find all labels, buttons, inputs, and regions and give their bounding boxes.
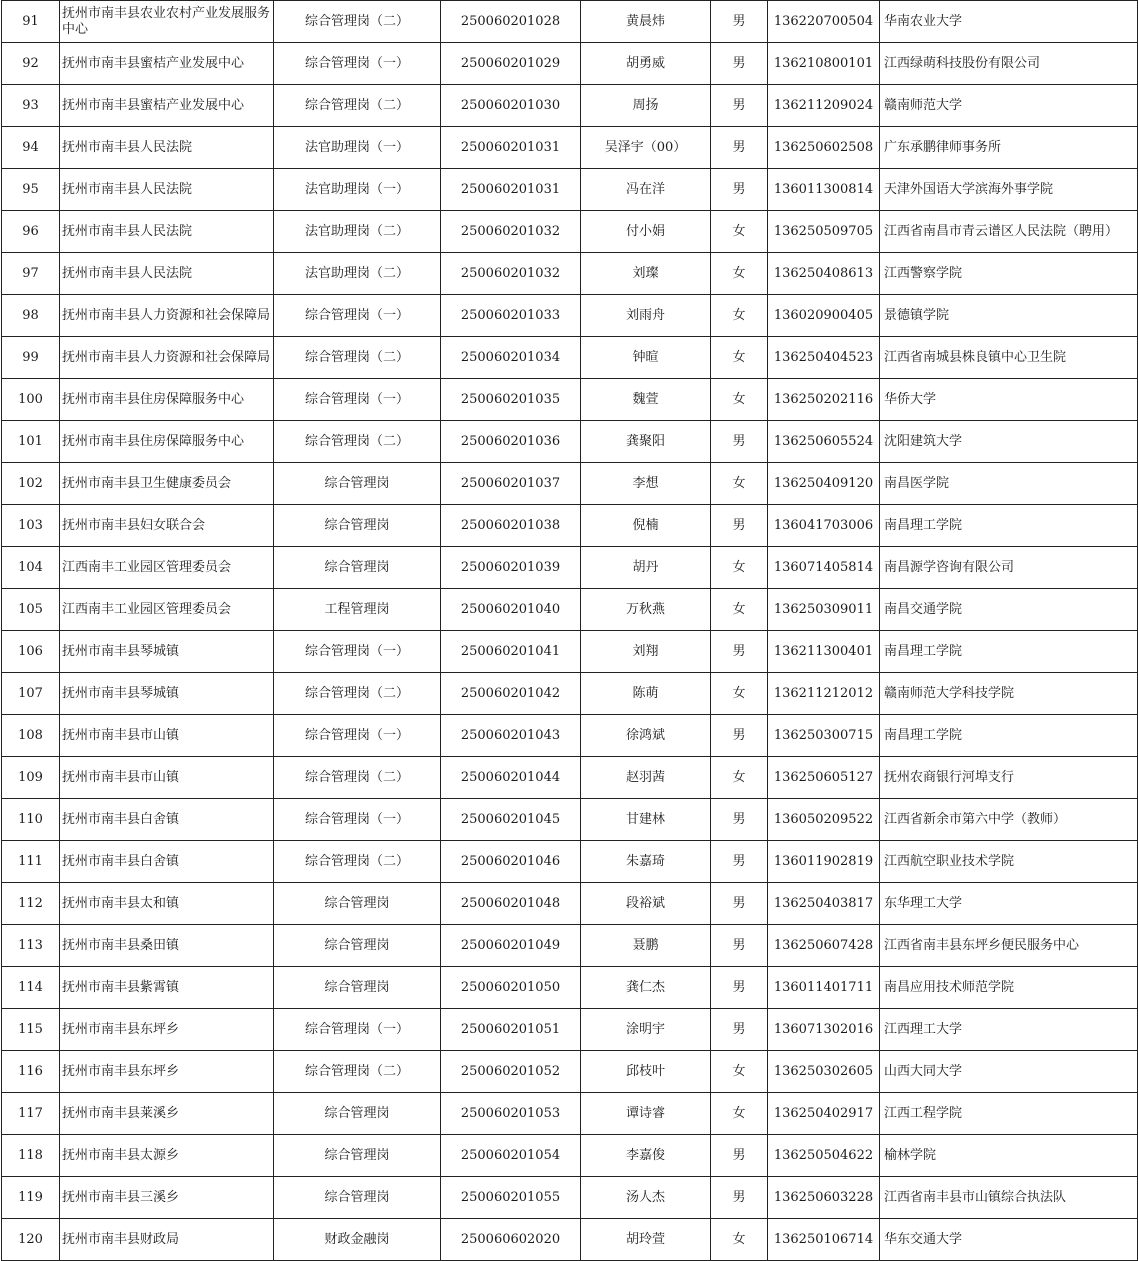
position-code-cell: 250060201028 (441, 1, 581, 43)
table-row (2, 673, 1138, 715)
position-code-cell: 250060201043 (441, 715, 581, 757)
table-row (2, 967, 1138, 1009)
workplace-or-school-cell: 南昌理工学院 (880, 505, 1138, 547)
gender-cell: 男 (711, 505, 768, 547)
gender-cell: 女 (711, 757, 768, 799)
position-name-cell: 综合管理岗 (274, 1135, 441, 1177)
candidate-name-cell: 汤人杰 (581, 1177, 711, 1219)
admission-ticket-number-cell: 136250403817 (768, 883, 880, 925)
position-name-cell: 综合管理岗 (274, 883, 441, 925)
position-code-cell: 250060201040 (441, 589, 581, 631)
row-number-cell: 93 (2, 85, 60, 127)
admission-ticket-number-cell: 136250404523 (768, 337, 880, 379)
position-code-cell: 250060201050 (441, 967, 581, 1009)
position-name-cell: 综合管理岗（二） (274, 85, 441, 127)
gender-cell: 女 (711, 547, 768, 589)
employer-name-cell: 抚州市南丰县三溪乡 (60, 1177, 274, 1219)
candidate-name-cell: 刘雨舟 (581, 295, 711, 337)
table-row (2, 883, 1138, 925)
workplace-or-school-cell: 景德镇学院 (880, 295, 1138, 337)
candidate-name-cell: 徐鸿斌 (581, 715, 711, 757)
row-number-cell: 108 (2, 715, 60, 757)
candidate-name-cell: 倪楠 (581, 505, 711, 547)
gender-cell: 男 (711, 1009, 768, 1051)
position-name-cell: 综合管理岗（一） (274, 799, 441, 841)
table-row (2, 1093, 1138, 1135)
table-row (2, 841, 1138, 883)
table-row (2, 799, 1138, 841)
position-code-cell: 250060201038 (441, 505, 581, 547)
employer-name-cell: 抚州市南丰县市山镇 (60, 715, 274, 757)
position-name-cell: 综合管理岗（二） (274, 757, 441, 799)
employer-name-cell: 抚州市南丰县琴城镇 (60, 631, 274, 673)
position-code-cell: 250060201049 (441, 925, 581, 967)
admission-ticket-number-cell: 136011300814 (768, 169, 880, 211)
position-name-cell: 综合管理岗 (274, 547, 441, 589)
position-name-cell: 法官助理岗（二） (274, 253, 441, 295)
employer-name-cell: 抚州市南丰县白舍镇 (60, 841, 274, 883)
workplace-or-school-cell: 华东交通大学 (880, 1219, 1138, 1261)
row-number-cell: 115 (2, 1009, 60, 1051)
candidate-name-cell: 赵羽茜 (581, 757, 711, 799)
position-code-cell: 250060201032 (441, 211, 581, 253)
workplace-or-school-cell: 江西省南城县株良镇中心卫生院 (880, 337, 1138, 379)
table-row (2, 631, 1138, 673)
admission-ticket-number-cell: 136250605127 (768, 757, 880, 799)
admission-ticket-number-cell: 136250402917 (768, 1093, 880, 1135)
position-name-cell: 综合管理岗（一） (274, 43, 441, 85)
position-code-cell: 250060201036 (441, 421, 581, 463)
row-number-cell: 101 (2, 421, 60, 463)
workplace-or-school-cell: 天津外国语大学滨海外事学院 (880, 169, 1138, 211)
gender-cell: 男 (711, 421, 768, 463)
position-code-cell: 250060201033 (441, 295, 581, 337)
workplace-or-school-cell: 江西省南昌市青云谱区人民法院（聘用） (880, 211, 1138, 253)
position-name-cell: 综合管理岗 (274, 463, 441, 505)
candidate-name-cell: 邱枝叶 (581, 1051, 711, 1093)
row-number-cell: 117 (2, 1093, 60, 1135)
position-code-cell: 250060201031 (441, 169, 581, 211)
position-code-cell: 250060201044 (441, 757, 581, 799)
table-row (2, 337, 1138, 379)
workplace-or-school-cell: 江西警察学院 (880, 253, 1138, 295)
workplace-or-school-cell: 赣南师范大学科技学院 (880, 673, 1138, 715)
workplace-or-school-cell: 江西省南丰县市山镇综合执法队 (880, 1177, 1138, 1219)
employer-name-cell: 抚州市南丰县住房保障服务中心 (60, 421, 274, 463)
workplace-or-school-cell: 抚州农商银行河埠支行 (880, 757, 1138, 799)
gender-cell: 女 (711, 1051, 768, 1093)
workplace-or-school-cell: 南昌源学咨询有限公司 (880, 547, 1138, 589)
table-row (2, 1135, 1138, 1177)
table-row (2, 589, 1138, 631)
row-number-cell: 112 (2, 883, 60, 925)
position-name-cell: 工程管理岗 (274, 589, 441, 631)
gender-cell: 男 (711, 799, 768, 841)
position-name-cell: 综合管理岗（二） (274, 421, 441, 463)
row-number-cell: 98 (2, 295, 60, 337)
row-number-cell: 99 (2, 337, 60, 379)
position-code-cell: 250060201031 (441, 127, 581, 169)
position-name-cell: 综合管理岗 (274, 925, 441, 967)
candidate-name-cell: 甘建林 (581, 799, 711, 841)
employer-name-cell: 抚州市南丰县琴城镇 (60, 673, 274, 715)
employer-name-cell: 抚州市南丰县东坪乡 (60, 1009, 274, 1051)
row-number-cell: 106 (2, 631, 60, 673)
admission-ticket-number-cell: 136050209522 (768, 799, 880, 841)
gender-cell: 女 (711, 211, 768, 253)
candidate-name-cell: 魏萱 (581, 379, 711, 421)
gender-cell: 男 (711, 43, 768, 85)
table-row (2, 1219, 1138, 1261)
candidate-name-cell: 周扬 (581, 85, 711, 127)
position-code-cell: 250060201054 (441, 1135, 581, 1177)
admission-ticket-number-cell: 136250408613 (768, 253, 880, 295)
admission-ticket-number-cell: 136250509705 (768, 211, 880, 253)
position-code-cell: 250060201055 (441, 1177, 581, 1219)
admission-ticket-number-cell: 136250607428 (768, 925, 880, 967)
candidate-name-cell: 钟暄 (581, 337, 711, 379)
gender-cell: 男 (711, 127, 768, 169)
gender-cell: 男 (711, 169, 768, 211)
candidate-name-cell: 段裕斌 (581, 883, 711, 925)
position-name-cell: 综合管理岗 (274, 505, 441, 547)
employer-name-cell: 抚州市南丰县人民法院 (60, 211, 274, 253)
position-name-cell: 综合管理岗（一） (274, 295, 441, 337)
employer-name-cell: 抚州市南丰县财政局 (60, 1219, 274, 1261)
roster-table (1, 0, 1138, 1261)
workplace-or-school-cell: 江西航空职业技术学院 (880, 841, 1138, 883)
admission-ticket-number-cell: 136250309011 (768, 589, 880, 631)
workplace-or-school-cell: 南昌应用技术师范学院 (880, 967, 1138, 1009)
gender-cell: 女 (711, 337, 768, 379)
admission-ticket-number-cell: 136211300401 (768, 631, 880, 673)
row-number-cell: 103 (2, 505, 60, 547)
employer-name-cell: 抚州市南丰县人力资源和社会保障局 (60, 295, 274, 337)
row-number-cell: 102 (2, 463, 60, 505)
position-name-cell: 综合管理岗 (274, 967, 441, 1009)
table-row (2, 1051, 1138, 1093)
table-row (2, 505, 1138, 547)
workplace-or-school-cell: 江西省南丰县东坪乡便民服务中心 (880, 925, 1138, 967)
position-code-cell: 250060201035 (441, 379, 581, 421)
row-number-cell: 119 (2, 1177, 60, 1219)
workplace-or-school-cell: 山西大同大学 (880, 1051, 1138, 1093)
admission-ticket-number-cell: 136211212012 (768, 673, 880, 715)
workplace-or-school-cell: 江西工程学院 (880, 1093, 1138, 1135)
position-code-cell: 250060201053 (441, 1093, 581, 1135)
admission-ticket-number-cell: 136250300715 (768, 715, 880, 757)
workplace-or-school-cell: 沈阳建筑大学 (880, 421, 1138, 463)
row-number-cell: 113 (2, 925, 60, 967)
table-row (2, 379, 1138, 421)
position-name-cell: 综合管理岗（二） (274, 673, 441, 715)
employer-name-cell: 抚州市南丰县东坪乡 (60, 1051, 274, 1093)
row-number-cell: 107 (2, 673, 60, 715)
employer-name-cell: 抚州市南丰县蜜桔产业发展中心 (60, 85, 274, 127)
admission-ticket-number-cell: 136210800101 (768, 43, 880, 85)
position-code-cell: 250060201042 (441, 673, 581, 715)
workplace-or-school-cell: 江西省新余市第六中学（教师） (880, 799, 1138, 841)
workplace-or-school-cell: 华侨大学 (880, 379, 1138, 421)
candidate-name-cell: 万秋燕 (581, 589, 711, 631)
position-name-cell: 法官助理岗（一） (274, 127, 441, 169)
employer-name-cell: 抚州市南丰县住房保障服务中心 (60, 379, 274, 421)
admission-ticket-number-cell: 136041703006 (768, 505, 880, 547)
candidate-name-cell: 聂鹏 (581, 925, 711, 967)
gender-cell: 男 (711, 1135, 768, 1177)
employer-name-cell: 抚州市南丰县太和镇 (60, 883, 274, 925)
gender-cell: 女 (711, 253, 768, 295)
workplace-or-school-cell: 赣南师范大学 (880, 85, 1138, 127)
admission-ticket-number-cell: 136071405814 (768, 547, 880, 589)
gender-cell: 男 (711, 631, 768, 673)
employer-name-cell: 抚州市南丰县人民法院 (60, 127, 274, 169)
employer-name-cell: 抚州市南丰县卫生健康委员会 (60, 463, 274, 505)
table-row (2, 1177, 1138, 1219)
row-number-cell: 114 (2, 967, 60, 1009)
position-code-cell: 250060201029 (441, 43, 581, 85)
employer-name-cell: 抚州市南丰县市山镇 (60, 757, 274, 799)
position-code-cell: 250060201052 (441, 1051, 581, 1093)
position-name-cell: 综合管理岗（一） (274, 631, 441, 673)
gender-cell: 女 (711, 463, 768, 505)
admission-ticket-number-cell: 136250302605 (768, 1051, 880, 1093)
table-row (2, 925, 1138, 967)
position-code-cell: 250060201041 (441, 631, 581, 673)
position-name-cell: 法官助理岗（一） (274, 169, 441, 211)
admission-ticket-number-cell: 136250106714 (768, 1219, 880, 1261)
candidate-name-cell: 涂明宇 (581, 1009, 711, 1051)
workplace-or-school-cell: 东华理工大学 (880, 883, 1138, 925)
admission-ticket-number-cell: 136071302016 (768, 1009, 880, 1051)
employer-name-cell: 抚州市南丰县妇女联合会 (60, 505, 274, 547)
admission-ticket-number-cell: 136020900405 (768, 295, 880, 337)
employer-name-cell: 抚州市南丰县蜜桔产业发展中心 (60, 43, 274, 85)
position-code-cell: 250060201039 (441, 547, 581, 589)
position-code-cell: 250060201030 (441, 85, 581, 127)
candidate-name-cell: 刘翔 (581, 631, 711, 673)
position-name-cell: 综合管理岗（一） (274, 1009, 441, 1051)
admission-ticket-number-cell: 136011902819 (768, 841, 880, 883)
table-row (2, 1009, 1138, 1051)
candidate-name-cell: 黄晨炜 (581, 1, 711, 43)
gender-cell: 男 (711, 1177, 768, 1219)
gender-cell: 男 (711, 883, 768, 925)
admission-ticket-number-cell: 136250603228 (768, 1177, 880, 1219)
gender-cell: 男 (711, 715, 768, 757)
candidate-name-cell: 龚聚阳 (581, 421, 711, 463)
row-number-cell: 104 (2, 547, 60, 589)
employer-name-cell: 江西南丰工业园区管理委员会 (60, 589, 274, 631)
gender-cell: 女 (711, 379, 768, 421)
gender-cell: 女 (711, 1219, 768, 1261)
row-number-cell: 118 (2, 1135, 60, 1177)
candidate-name-cell: 吴泽宇（00） (581, 127, 711, 169)
employer-name-cell: 抚州市南丰县人力资源和社会保障局 (60, 337, 274, 379)
workplace-or-school-cell: 榆林学院 (880, 1135, 1138, 1177)
employer-name-cell: 抚州市南丰县人民法院 (60, 253, 274, 295)
position-code-cell: 250060201051 (441, 1009, 581, 1051)
employer-name-cell: 抚州市南丰县莱溪乡 (60, 1093, 274, 1135)
position-name-cell: 综合管理岗（一） (274, 379, 441, 421)
gender-cell: 女 (711, 295, 768, 337)
table-row (2, 757, 1138, 799)
position-name-cell: 综合管理岗 (274, 1177, 441, 1219)
gender-cell: 女 (711, 1093, 768, 1135)
table-row (2, 43, 1138, 85)
row-number-cell: 97 (2, 253, 60, 295)
employer-name-cell: 抚州市南丰县白舍镇 (60, 799, 274, 841)
workplace-or-school-cell: 南昌交通学院 (880, 589, 1138, 631)
employer-name-cell: 抚州市南丰县农业农村产业发展服务中心 (60, 1, 274, 43)
employer-name-cell: 抚州市南丰县桑田镇 (60, 925, 274, 967)
employer-name-cell: 抚州市南丰县人民法院 (60, 169, 274, 211)
admission-ticket-number-cell: 136250605524 (768, 421, 880, 463)
row-number-cell: 116 (2, 1051, 60, 1093)
position-name-cell: 综合管理岗（二） (274, 1, 441, 43)
position-code-cell: 250060201034 (441, 337, 581, 379)
table-body (2, 1, 1138, 1261)
admission-ticket-number-cell: 136250504622 (768, 1135, 880, 1177)
row-number-cell: 91 (2, 1, 60, 43)
admission-ticket-number-cell: 136250202116 (768, 379, 880, 421)
admission-ticket-number-cell: 136220700504 (768, 1, 880, 43)
row-number-cell: 120 (2, 1219, 60, 1261)
position-name-cell: 综合管理岗（二） (274, 1051, 441, 1093)
workplace-or-school-cell: 南昌理工学院 (880, 631, 1138, 673)
workplace-or-school-cell: 南昌医学院 (880, 463, 1138, 505)
gender-cell: 男 (711, 967, 768, 1009)
position-code-cell: 250060201037 (441, 463, 581, 505)
position-code-cell: 250060201048 (441, 883, 581, 925)
position-name-cell: 法官助理岗（二） (274, 211, 441, 253)
position-code-cell: 250060201046 (441, 841, 581, 883)
position-code-cell: 250060201032 (441, 253, 581, 295)
employer-name-cell: 江西南丰工业园区管理委员会 (60, 547, 274, 589)
gender-cell: 女 (711, 673, 768, 715)
candidate-name-cell: 龚仁杰 (581, 967, 711, 1009)
workplace-or-school-cell: 江西理工大学 (880, 1009, 1138, 1051)
position-name-cell: 综合管理岗 (274, 1093, 441, 1135)
employer-name-cell: 抚州市南丰县太源乡 (60, 1135, 274, 1177)
position-name-cell: 综合管理岗（一） (274, 715, 441, 757)
gender-cell: 女 (711, 589, 768, 631)
gender-cell: 男 (711, 1, 768, 43)
candidate-name-cell: 陈萌 (581, 673, 711, 715)
position-name-cell: 综合管理岗（二） (274, 841, 441, 883)
table-row (2, 547, 1138, 589)
candidate-name-cell: 冯在洋 (581, 169, 711, 211)
admission-ticket-number-cell: 136250409120 (768, 463, 880, 505)
row-number-cell: 92 (2, 43, 60, 85)
candidate-name-cell: 刘璨 (581, 253, 711, 295)
table-row (2, 1, 1138, 43)
row-number-cell: 111 (2, 841, 60, 883)
candidate-name-cell: 李嘉俊 (581, 1135, 711, 1177)
row-number-cell: 109 (2, 757, 60, 799)
candidate-name-cell: 付小娟 (581, 211, 711, 253)
table-row (2, 715, 1138, 757)
workplace-or-school-cell: 华南农业大学 (880, 1, 1138, 43)
candidate-name-cell: 朱嘉琦 (581, 841, 711, 883)
workplace-or-school-cell: 江西绿萌科技股份有限公司 (880, 43, 1138, 85)
row-number-cell: 100 (2, 379, 60, 421)
gender-cell: 男 (711, 925, 768, 967)
table-row (2, 85, 1138, 127)
position-code-cell: 250060201045 (441, 799, 581, 841)
employer-name-cell: 抚州市南丰县紫霄镇 (60, 967, 274, 1009)
row-number-cell: 105 (2, 589, 60, 631)
table-row (2, 127, 1138, 169)
table-row (2, 463, 1138, 505)
admission-ticket-number-cell: 136211209024 (768, 85, 880, 127)
candidate-name-cell: 李想 (581, 463, 711, 505)
table-row (2, 253, 1138, 295)
table-row (2, 169, 1138, 211)
admission-ticket-number-cell: 136011401711 (768, 967, 880, 1009)
row-number-cell: 94 (2, 127, 60, 169)
table-row (2, 421, 1138, 463)
admission-ticket-number-cell: 136250602508 (768, 127, 880, 169)
row-number-cell: 96 (2, 211, 60, 253)
candidate-name-cell: 谭诗睿 (581, 1093, 711, 1135)
candidate-name-cell: 胡勇威 (581, 43, 711, 85)
position-name-cell: 财政金融岗 (274, 1219, 441, 1261)
table-row (2, 295, 1138, 337)
row-number-cell: 110 (2, 799, 60, 841)
workplace-or-school-cell: 南昌理工学院 (880, 715, 1138, 757)
candidate-name-cell: 胡丹 (581, 547, 711, 589)
row-number-cell: 95 (2, 169, 60, 211)
table-row (2, 211, 1138, 253)
position-code-cell: 250060602020 (441, 1219, 581, 1261)
gender-cell: 男 (711, 85, 768, 127)
workplace-or-school-cell: 广东承鹏律师事务所 (880, 127, 1138, 169)
gender-cell: 男 (711, 841, 768, 883)
position-name-cell: 综合管理岗（二） (274, 337, 441, 379)
candidate-name-cell: 胡玲萱 (581, 1219, 711, 1261)
